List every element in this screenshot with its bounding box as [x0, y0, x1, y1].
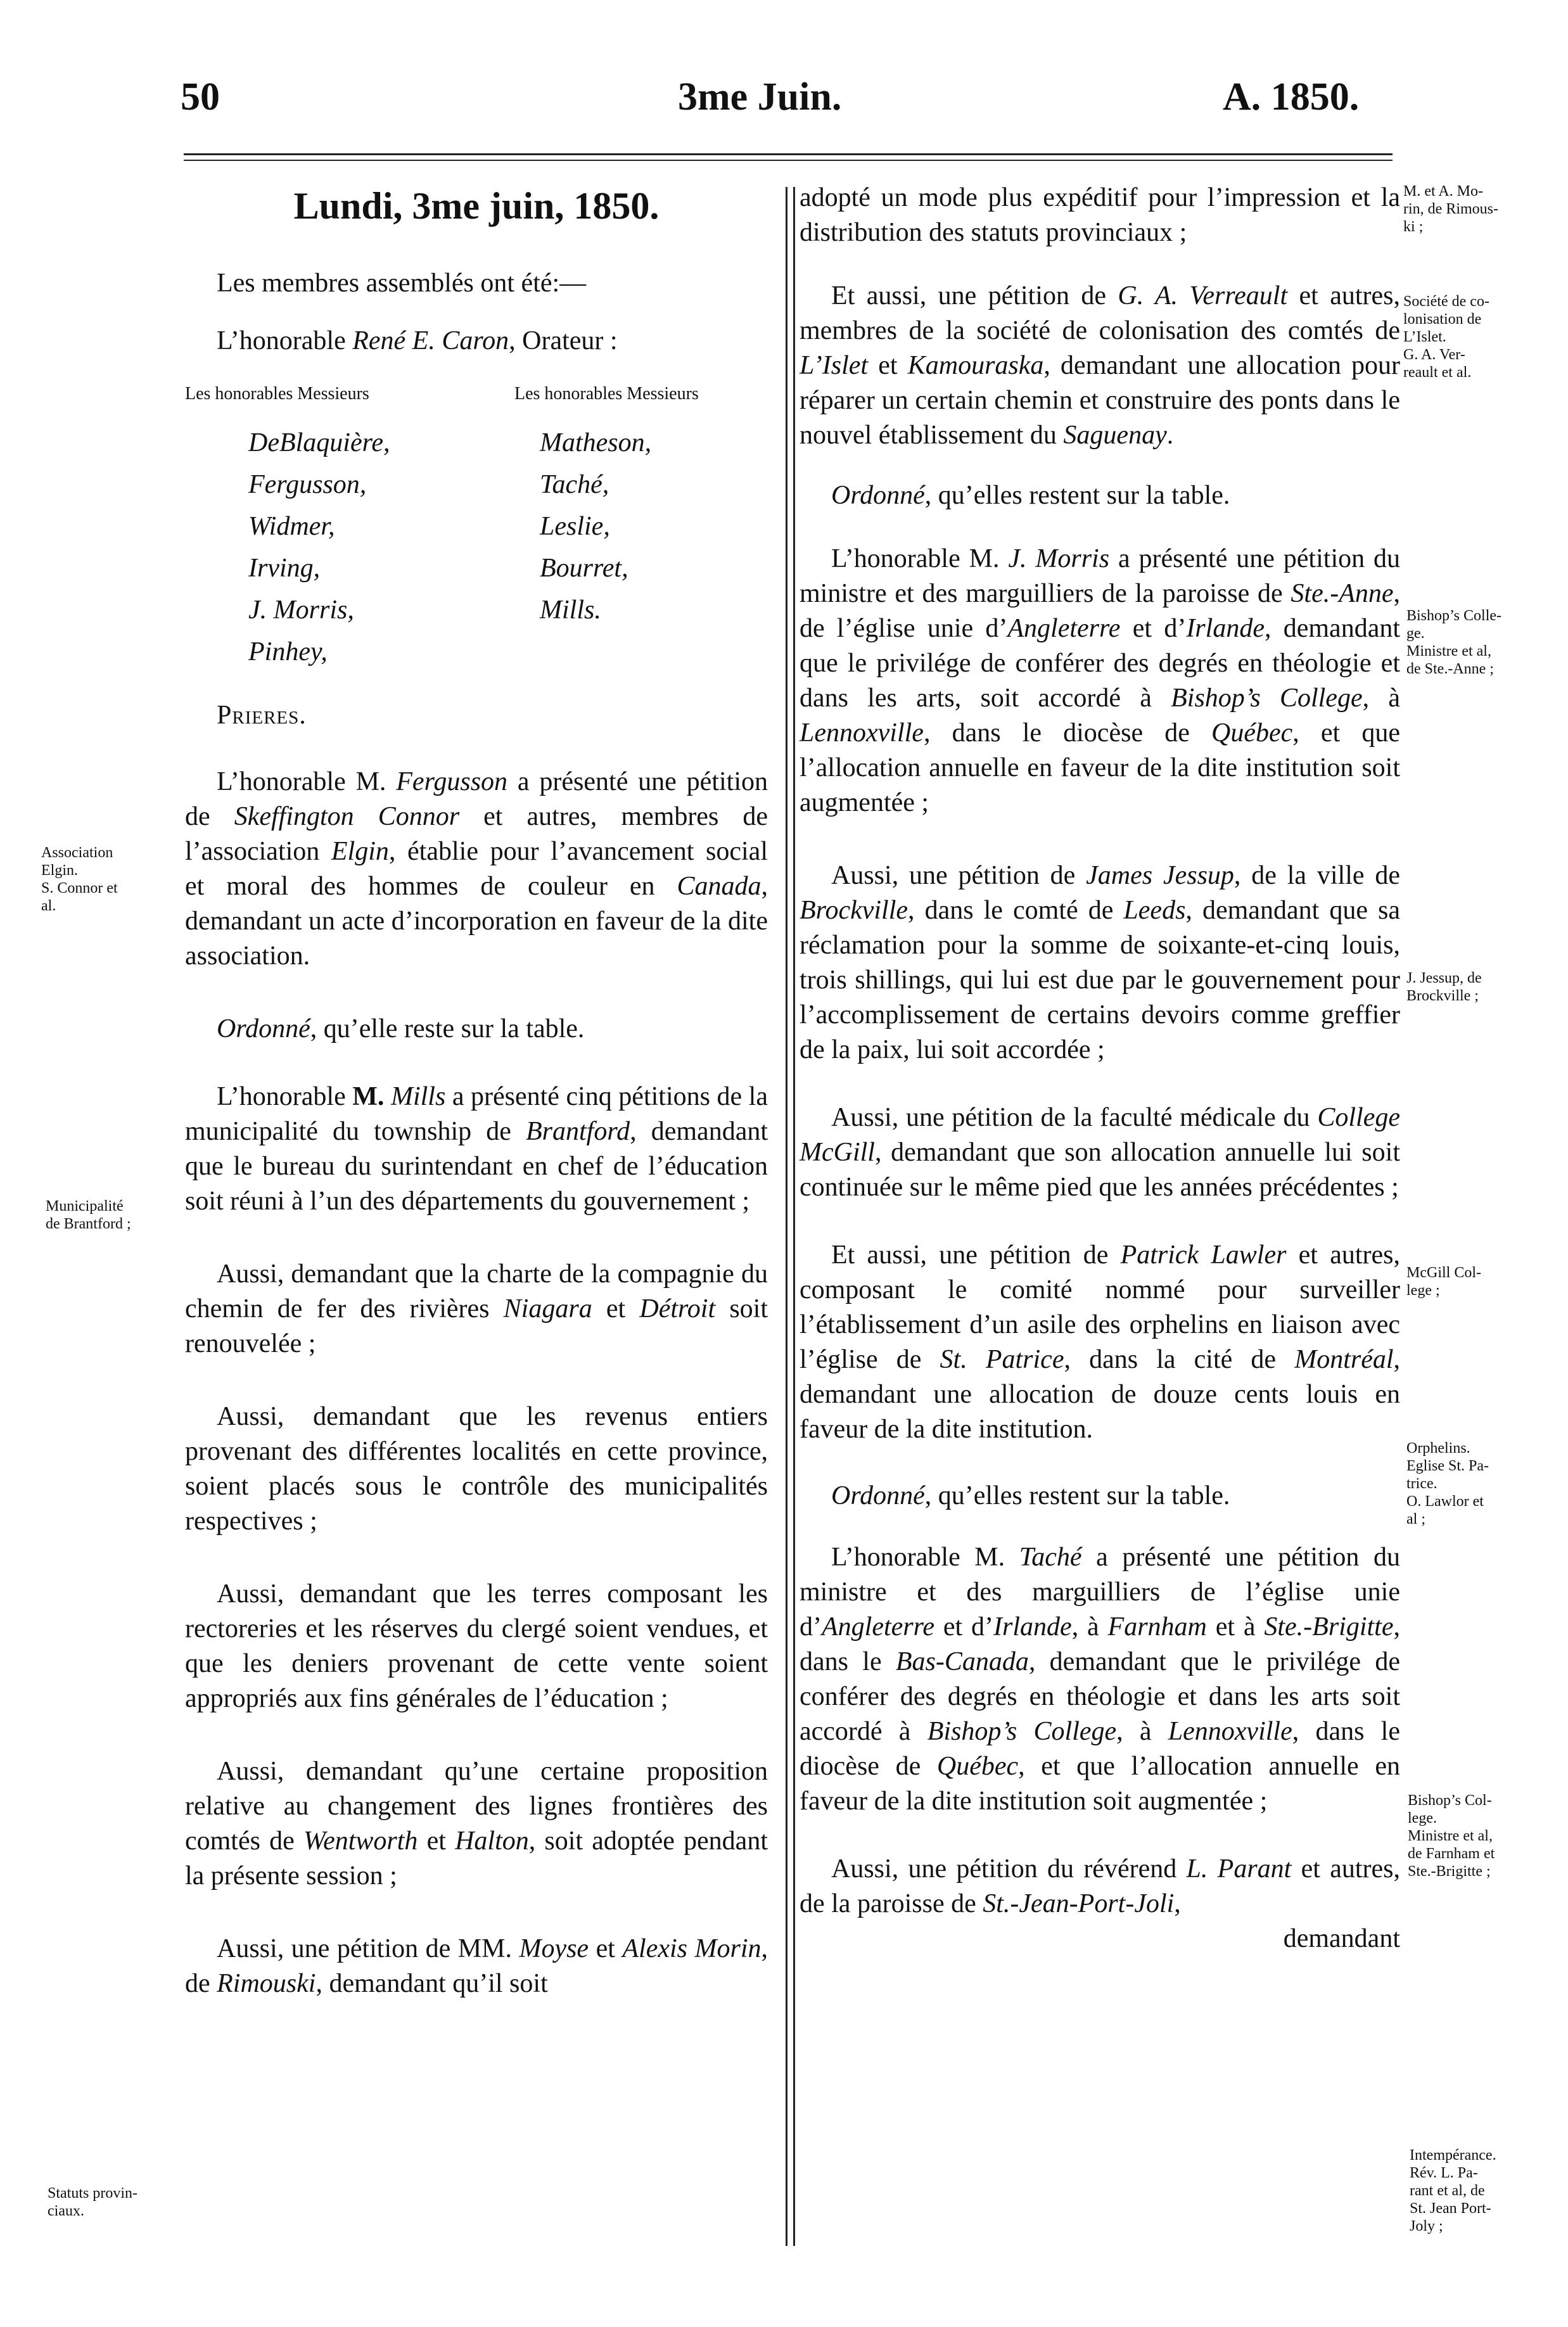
- ordered-left-1: Ordonné, qu’elle reste sur la table.: [217, 1014, 585, 1043]
- petition-lawler: Et aussi, une pétition de Patrick Lawler et autres, composant le comité nommé pour surveiller l’établissement d’un asile des orphelins en liaison avec l’église de St. Patrice, dans la cité de Montréal, demandant une allocation de douze cents louis en faveur de la dite institution.: [800, 1240, 1401, 1444]
- header-rule-top: [184, 153, 1393, 155]
- margin-note-verreault: Société de co- lonisation de L’Islet. G. A. Ver- reault et al.: [1403, 293, 1489, 381]
- members-right: [514, 384, 768, 673]
- margin-note-morin: M. et A. Mo- rin, de Rimous- ki ;: [1403, 183, 1498, 235]
- margin-note-ste-anne: Bishop’s Colle- ge. Ministre et al, de Ste.-Anne ;: [1406, 608, 1502, 677]
- left-column: [185, 181, 768, 2001]
- margin-note-mcgill: McGill Col- lege ;: [1406, 1265, 1481, 1299]
- members-left: [185, 384, 514, 673]
- ordered-right-2: Ordonné, qu’elles restent sur la table.: [831, 1481, 1230, 1510]
- right-continuation: adopté un mode plus expéditif pour l’impression et la distribution des statuts provinciaux ;: [800, 183, 1400, 247]
- members-right-header: Les honorables Messieurs: [514, 384, 699, 404]
- catchword: demandant: [1283, 1924, 1400, 1953]
- margin-note-farnham: Bishop’s Col- lege. Ministre et al, de Farnham et Ste.-Brigitte ;: [1408, 1792, 1495, 1880]
- petition-boundaries: Aussi, demandant qu’une certaine proposition relative au changement des lignes frontières des comtés de Wentworth et Halton, soit adoptée pendant la présente session ;: [185, 1757, 768, 1890]
- speaker-suffix: , Orateur :: [509, 326, 618, 355]
- page-year: A. 1850.: [1223, 75, 1360, 118]
- header-rule-bottom: [184, 160, 1393, 161]
- member-name: Irving,: [248, 554, 321, 583]
- member-name: Fergusson,: [248, 470, 367, 499]
- ordered-right-1: Ordonné, qu’elles restent sur la table.: [831, 481, 1230, 510]
- member-name: DeBlaquière,: [248, 428, 390, 457]
- petition-parant: Aussi, une pétition du révérend L. Parant et autres, de la paroisse de St.-Jean-Port-Joli,: [800, 1854, 1401, 1918]
- petition-fergusson: L’honorable M. Fergusson a présenté une pétition de Skeffington Connor et autres, membres de l’association Elgin, établie pour l’avancement social et moral des hommes de couleur en Canada, demandant un acte d’incorporation en faveur de la dite association.: [185, 767, 768, 971]
- margin-note-orphelins: Orphelins. Eglise St. Pa- trice. O. Lawlor et al ;: [1406, 1440, 1489, 1527]
- member-name: Bourret,: [540, 554, 628, 583]
- petition-revenues: Aussi, demandant que les revenus entiers provenant des différentes localités en cette province, soient placés sous le contrôle des municipalités respectives ;: [185, 1402, 768, 1536]
- member-name: Pinhey,: [248, 637, 328, 666]
- speaker-prefix: L’honorable: [217, 326, 346, 355]
- members-list: [185, 384, 768, 673]
- margin-note-statuts: Statuts provin- ciaux.: [48, 2185, 137, 2219]
- petition-railway: Aussi, demandant que la charte de la compagnie du chemin de fer des rivières Niagara et Détroit soit renouvelée ;: [185, 1259, 768, 1358]
- petition-verreault: Et aussi, une pétition de G. A. Verreault et autres, membres de la société de colonisation des comtés de L’Islet et Kamouraska, demandant une allocation pour réparer un certain chemin et construire des ponts dans le nouvel établissement du Saguenay.: [800, 281, 1401, 450]
- column-divider-right: [793, 187, 795, 2246]
- speaker-name: René E. Caron: [352, 326, 509, 355]
- petition-jessup: Aussi, une pétition de James Jessup, de la ville de Brockville, dans le comté de Leeds, demandant que sa réclamation pour la somme de soixante-et-cinq louis, trois shillings, qui lui est due par le gouvernement pour l’accomplissement de certains devoirs comme greffier de la paix, lui soit accordée ;: [800, 861, 1401, 1064]
- assembled-line: Les membres assemblés ont été:—: [217, 269, 587, 298]
- prayers-heading: Prieres.: [217, 701, 307, 730]
- member-name: Matheson,: [540, 428, 652, 457]
- petition-jmorris: L’honorable M. J. Morris a présenté une pétition du ministre et des marguilliers de la paroisse de Ste.-Anne, de l’église unie d’Angleterre et d’Irlande, demandant que le privilége de conférer des degrés en théologie et dans les arts, soit accordé à Bishop’s College, à Lennoxville, dans le diocèse de Québec, et que l’allocation annuelle en faveur de la dite institution soit augmentée ;: [800, 544, 1401, 817]
- column-divider-left: [786, 187, 787, 2246]
- members-left-header: Les honorables Messieurs: [185, 384, 369, 404]
- margin-note-intemperance: Intempérance. Rév. L. Pa- rant et al, de St. Jean Port- Joly ;: [1410, 2147, 1496, 2235]
- petition-rectories: Aussi, demandant que les terres composant les rectoreries et les réserves du clergé soient vendues, et que les deniers provenant de cette vente soient appropriés aux fins générales de l’éducation ;: [185, 1579, 768, 1713]
- margin-note-elgin: Association Elgin. S. Connor et al.: [41, 845, 118, 914]
- petition-mcgill: Aussi, une pétition de la faculté médicale du College McGill, demandant que son allocation annuelle lui soit continuée sur le même pied que les années précédentes ;: [800, 1103, 1400, 1202]
- petition-mills: L’honorable M. Mills a présenté cinq pétitions de la municipalité du township de Brantford, demandant que le bureau du surintendant en chef de l’éducation soit réuni à l’un des départements du gouvernement ;: [185, 1082, 768, 1216]
- margin-note-jessup: J. Jessup, de Brockville ;: [1406, 970, 1482, 1004]
- page-date: 3me Juin.: [678, 75, 842, 118]
- member-name: J. Morris,: [248, 596, 354, 625]
- margin-note-brantford: Municipalité de Brantford ;: [46, 1198, 131, 1232]
- member-name: Leslie,: [540, 512, 610, 541]
- page-number: 50: [181, 75, 220, 118]
- member-name: Widmer,: [248, 512, 335, 541]
- speaker-line: [185, 324, 768, 359]
- page-title: Lundi, 3me juin, 1850.: [293, 185, 660, 227]
- right-column: [800, 181, 1400, 1956]
- member-name: Taché,: [540, 470, 609, 499]
- petition-tache: L’honorable M. Taché a présenté une pétition du ministre et des marguilliers de l’église unie d’Angleterre et d’Irlande, à Farnham et à Ste.-Brigitte, dans le Bas-Canada, demandant que le privilége de conférer des degrés en théologie et dans les arts soit accordé à Bishop’s College, à Lennoxville, dans le diocèse de Québec, et que l’allocation annuelle en faveur de la dite institution soit augmentée ;: [800, 1543, 1400, 1816]
- petition-morin: Aussi, une pétition de MM. Moyse et Alexis Morin, de Rimouski, demandant qu’il soit: [185, 1934, 768, 1998]
- member-name: Mills.: [540, 596, 601, 625]
